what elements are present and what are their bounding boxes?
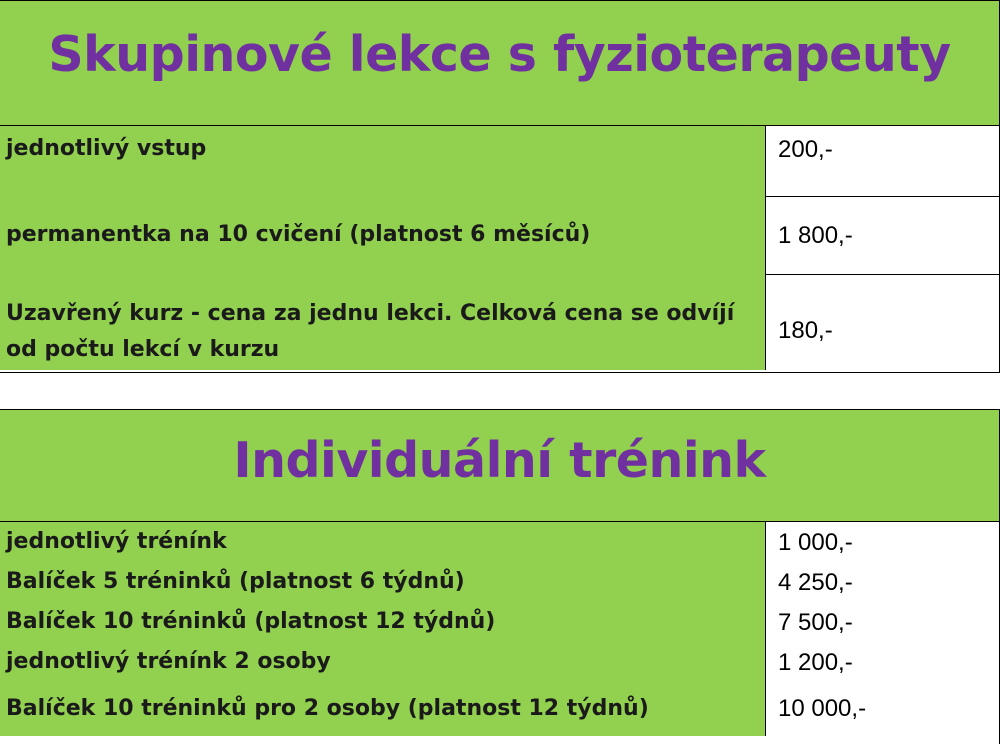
row-price: 7 500,-: [766, 602, 999, 642]
row-price: 1 800,-: [766, 196, 999, 274]
row-label: Balíček 10 tréninků pro 2 osoby (platnost 12 týdnů): [0, 682, 766, 736]
group-lessons-header: [0, 1, 999, 126]
row-label: Balíček 5 tréninků (platnost 6 týdnů): [0, 562, 766, 602]
row-price: 1 000,-: [766, 522, 999, 562]
individual-training-header: [0, 410, 999, 522]
row-label: jednotlivý trénínk 2 osoby: [0, 642, 766, 682]
table-row: [0, 642, 999, 682]
row-price: 1 200,-: [766, 642, 999, 682]
table-row: [0, 562, 999, 602]
row-price: 10 000,-: [766, 682, 999, 736]
table-row: [0, 274, 999, 370]
row-label: permanentka na 10 cvičení (platnost 6 měsíců): [0, 196, 766, 274]
table-row: [0, 522, 999, 562]
row-label: jednotlivý vstup: [0, 126, 766, 196]
table-row: [0, 126, 999, 196]
row-price: 200,-: [766, 126, 999, 196]
table-row: [0, 682, 999, 736]
individual-training-title: Individuální trénink: [233, 432, 766, 489]
table-row: [0, 602, 999, 642]
row-label: Uzavřený kurz - cena za jednu lekci. Celková cena se odvíjí od počtu lekcí v kurzu: [0, 274, 766, 370]
individual-training-table: [0, 409, 1000, 744]
table-row: [0, 196, 999, 274]
row-label: Balíček 10 tréninků (platnost 12 týdnů): [0, 602, 766, 642]
row-price: 180,-: [766, 274, 999, 370]
group-lessons-title: Skupinové lekce s fyzioterapeuty: [48, 25, 951, 83]
row-label: jednotlivý trénínk: [0, 522, 766, 562]
row-price: 4 250,-: [766, 562, 999, 602]
